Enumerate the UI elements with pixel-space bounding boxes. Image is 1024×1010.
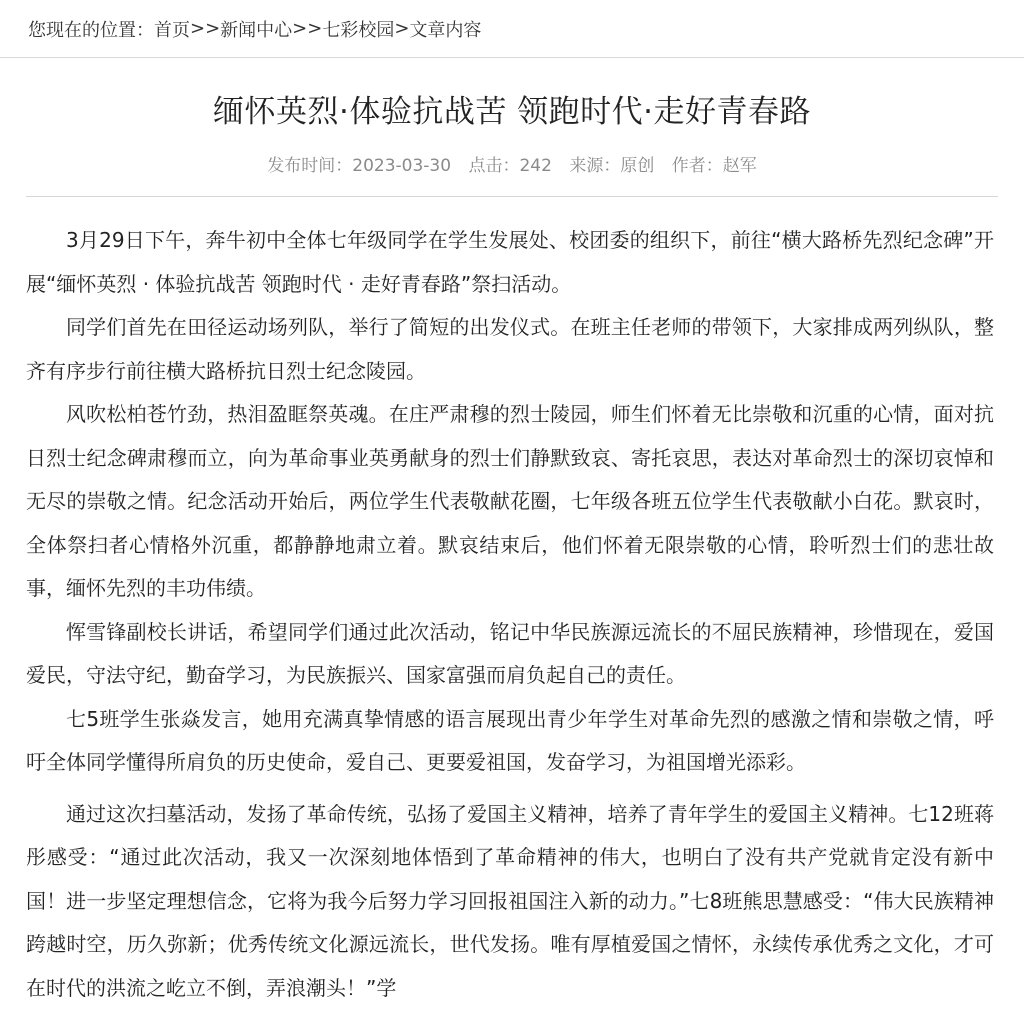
article-title: 缅怀英烈·体验抗战苦 领跑时代·走好青春路 xyxy=(0,90,1024,134)
article-meta xyxy=(0,152,1024,180)
article-paragraph: 风吹松柏苍竹劲，热泪盈眶祭英魂。在庄严肃穆的烈士陵园，师生们怀着无比崇敬和沉重的心情，面对抗日烈士纪念碑肃穆而立，向为革命事业英勇献身的烈士们静默致哀、寄托哀思，表达对革命烈士的深切哀悼和无尽的崇敬之情。纪念活动开始后，两位学生代表敬献花圈，七年级各班五位学生代表敬献小白花。默哀时，全体祭扫者心情格外沉重，都静静地肃立着。默哀结束后，他们怀着无限崇敬的心情，聆听烈士们的悲壮故事，缅怀先烈的丰功伟绩。 xyxy=(26,393,994,611)
breadcrumb-news-center-link[interactable]: 新闻中心 xyxy=(220,16,292,42)
article-paragraph: 七5班学生张焱发言，她用充满真挚情感的语言展现出青少年学生对革命先烈的感激之情和崇敬之情，呼吁全体同学懂得所肩负的历史使命，爱自己、更要爱祖国，发奋学习，为祖国增光添彩。 xyxy=(26,698,994,785)
publish-label: 发布时间： xyxy=(267,156,352,176)
clicks-value: 242 xyxy=(519,156,551,176)
breadcrumb-separator: >> xyxy=(190,18,220,39)
article-paragraph: 3月29日下午，奔牛初中全体七年级同学在学生发展处、校团委的组织下，前往“横大路桥先烈纪念碑”开展“缅怀英烈 · 体验抗战苦 领跑时代 · 走好青春路”祭扫活动。 xyxy=(26,219,994,306)
article-paragraph: 恽雪锋副校长讲话，希望同学们通过此次活动，铭记中华民族源远流长的不屈民族精神，珍惜现在，爱国爱民，守法守纪，勤奋学习，为民族振兴、国家富强而肩负起自己的责任。 xyxy=(26,611,994,698)
title-divider xyxy=(26,196,998,197)
breadcrumb-current: 文章内容 xyxy=(409,16,481,42)
source-label: 来源： xyxy=(569,156,620,176)
source-value: 原创 xyxy=(620,156,654,176)
clicks-label: 点击： xyxy=(468,156,519,176)
breadcrumb-home-link[interactable]: 首页 xyxy=(154,16,190,42)
breadcrumb-separator: > xyxy=(394,18,409,39)
article-paragraph: 通过这次扫墓活动，发扬了革命传统，弘扬了爱国主义精神，培养了青年学生的爱国主义精神。七12班蒋彤感受：“通过此次活动，我又一次深刻地体悟到了革命精神的伟大，也明白了没有共产党就肯定没有新中国！进一步坚定理想信念，它将为我今后努力学习回报祖国注入新的动力。”七8班熊思慧感受：“伟大民族精神跨越时空，历久弥新；优秀传统文化源远流长，世代发扬。唯有厚植爱国之情怀，永续传承优秀之文化，才可在时代的洪流之屹立不倒，弄浪潮头！”学 xyxy=(26,793,994,1010)
breadcrumb xyxy=(0,0,1024,58)
author-value: 赵军 xyxy=(723,156,757,176)
article-author xyxy=(672,156,757,176)
click-count xyxy=(468,156,551,176)
publish-time xyxy=(267,156,451,176)
publish-date: 2023-03-30 xyxy=(352,156,451,176)
article-paragraph: 同学们首先在田径运动场列队，举行了简短的出发仪式。在班主任老师的带领下，大家排成两列纵队，整齐有序步行前往横大路桥抗日烈士纪念陵园。 xyxy=(26,306,994,393)
breadcrumb-campus-link[interactable]: 七彩校园 xyxy=(322,16,394,42)
breadcrumb-separator: >> xyxy=(292,18,322,39)
article-body xyxy=(26,219,994,1010)
breadcrumb-prefix: 您现在的位置： xyxy=(28,16,154,42)
article-source xyxy=(569,156,654,176)
author-label: 作者： xyxy=(672,156,723,176)
